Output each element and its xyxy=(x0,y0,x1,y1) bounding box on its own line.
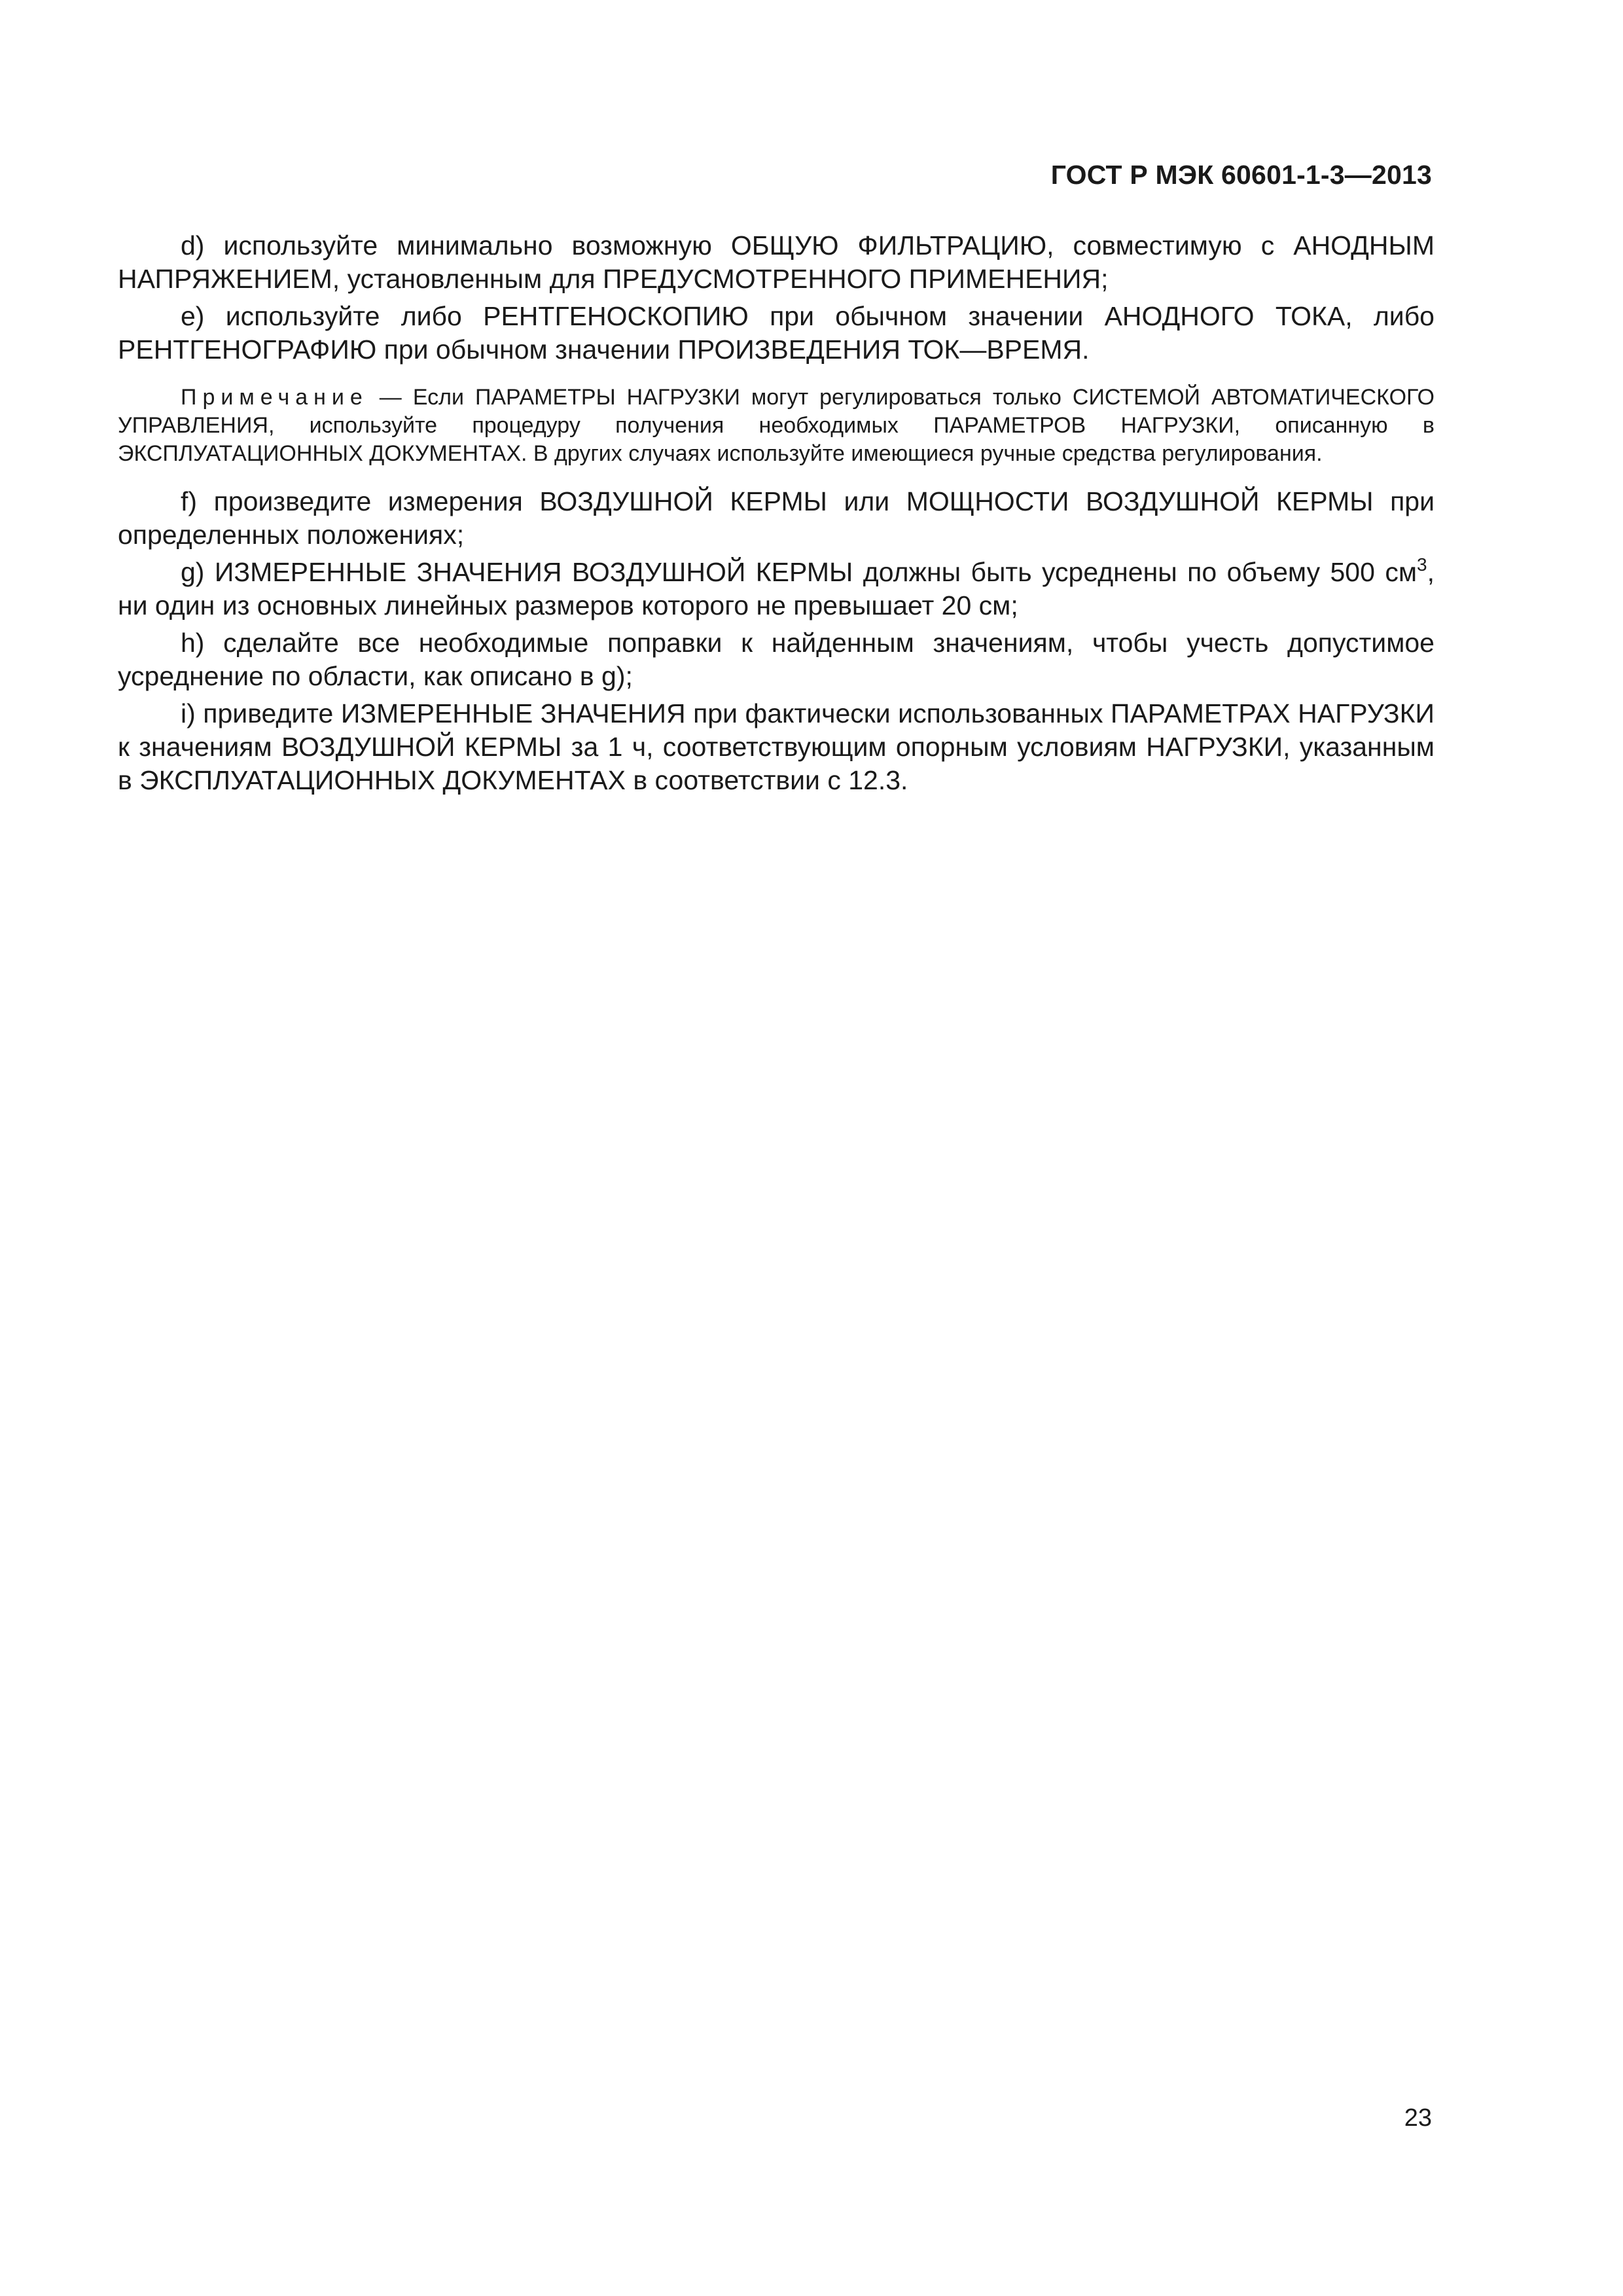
list-item-g-text-start: g) ИЗМЕРЕННЫЕ ЗНАЧЕНИЯ ВОЗДУШНОЙ КЕРМЫ должны быть усреднены по объему 500 см xyxy=(181,557,1418,587)
list-item-g-superscript: 3 xyxy=(1417,554,1427,575)
list-item-d: d) используйте минимально возможную ОБЩУЮ ФИЛЬТРАЦИЮ, совместимую с АНОДНЫМ НАПРЯЖЕНИЕМ, установленным для ПРЕДУСМОТРЕННОГО ПРИМЕНЕНИЯ; xyxy=(118,230,1435,294)
document-body xyxy=(118,229,1435,801)
document-header-standard-code: ГОСТ Р МЭК 60601-1-3—2013 xyxy=(1050,160,1432,190)
note-text: Если ПАРАМЕТРЫ НАГРУЗКИ могут регулироваться только СИСТЕМОЙ АВТОМАТИЧЕСКОГО УПРАВЛЕНИЯ, используйте процедуру получения необходимых ПАРАМЕТРОВ НАГРУЗКИ, описанную в ЭКСПЛУАТАЦИОННЫХ ДОКУМЕНТАХ. В других случаях используйте имеющиеся ручные средства регулирования. xyxy=(118,385,1435,466)
list-item-g xyxy=(118,556,1435,622)
page-number: 23 xyxy=(1404,2104,1432,2132)
list-item-i: i) приведите ИЗМЕРЕННЫЕ ЗНАЧЕНИЯ при фактически использованных ПАРАМЕТРАХ НАГРУЗКИ к значениям ВОЗДУШНОЙ КЕРМЫ за 1 ч, соответствующим опорным условиям НАГРУЗКИ, указанным в ЭКСПЛУАТАЦИОННЫХ ДОКУМЕНТАХ в соответствии с 12.3. xyxy=(118,698,1435,795)
note-label: Примечание xyxy=(181,385,368,410)
list-item-h: h) сделайте все необходимые поправки к найденным значениям, чтобы учесть допустимое усреднение по области, как описано в g); xyxy=(118,628,1435,691)
note-separator: — xyxy=(368,385,413,410)
list-item-f: f) произведите измерения ВОЗДУШНОЙ КЕРМЫ или МОЩНОСТИ ВОЗДУШНОЙ КЕРМЫ при определенных положениях; xyxy=(118,486,1435,550)
list-item-g-text-end: , ни один из основных линейных размеров которого не превышает 20 см; xyxy=(118,557,1435,620)
note-block xyxy=(118,384,1435,468)
list-item-e: e) используйте либо РЕНТГЕНОСКОПИЮ при обычном значении АНОДНОГО ТОКА, либо РЕНТГЕНОГРАФИЮ при обычном значении ПРОИЗВЕДЕНИЯ ТОК—ВРЕМЯ. xyxy=(118,301,1435,365)
